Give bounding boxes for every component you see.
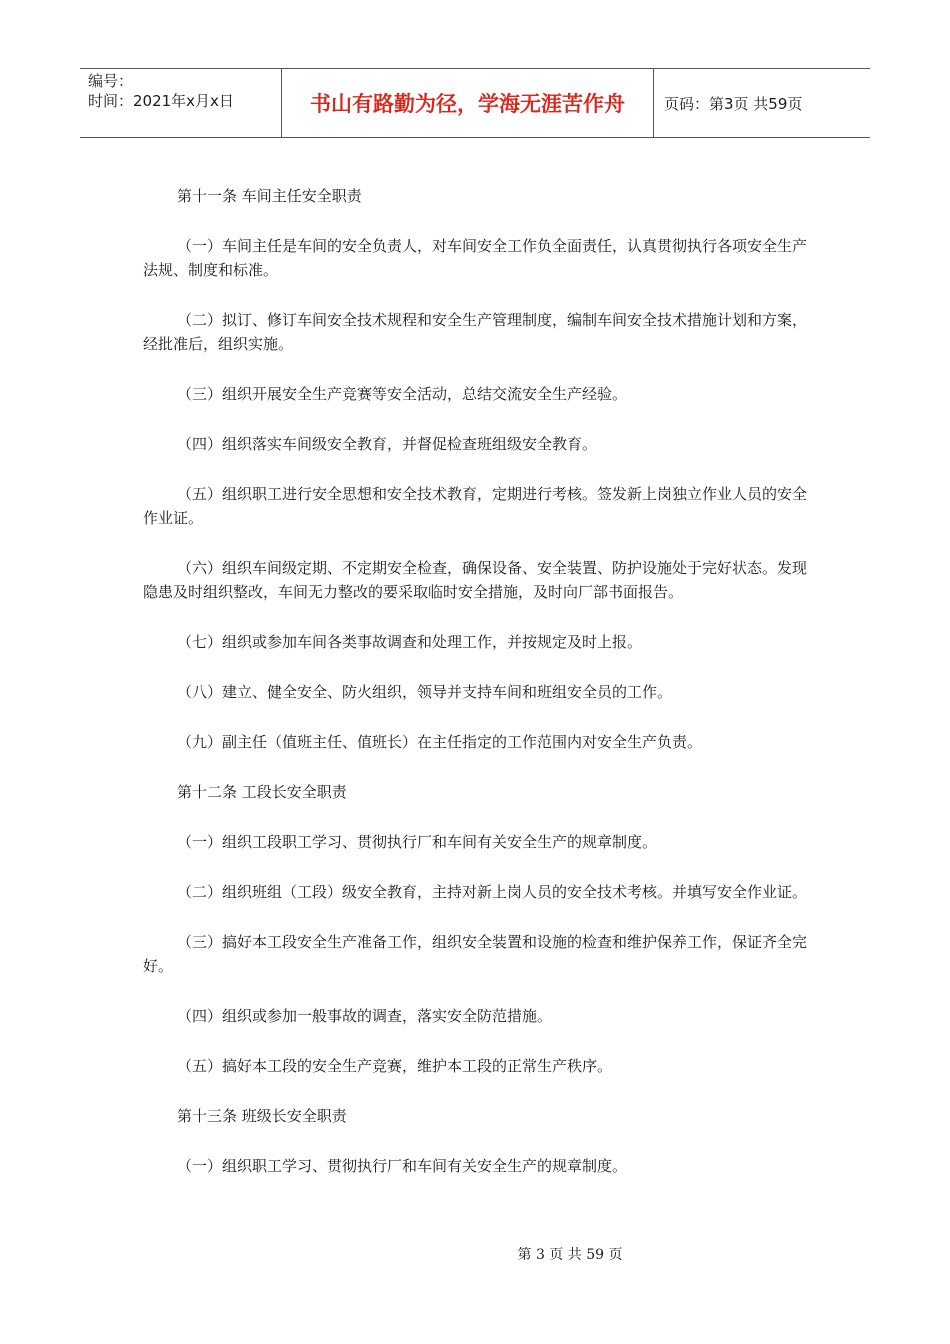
paragraph: （七）组织或参加车间各类事故调查和处理工作，并按规定及时上报。 (177, 633, 643, 651)
section-heading: 第十一条 车间主任安全职责 (177, 187, 362, 205)
document-number-label: 编号： (88, 72, 134, 90)
paragraph: （三）搞好本工段安全生产准备工作，组织安全装置和设施的检查和维护保养工作，保证齐全完好。 (143, 933, 808, 975)
section-heading: 第十三条 班级长安全职责 (177, 1107, 347, 1125)
paragraph: （九）副主任（值班主任、值班长）在主任指定的工作范围内对安全生产负责。 (177, 733, 703, 751)
paragraph: （四）组织落实车间级安全教育，并督促检查班组级安全教育。 (177, 435, 598, 453)
paragraph: （三）组织开展安全生产竞赛等安全活动，总结交流安全生产经验。 (177, 385, 628, 403)
paragraph: （五）搞好本工段的安全生产竞赛，维护本工段的正常生产秩序。 (177, 1057, 613, 1075)
paragraph: （六）组织车间级定期、不定期安全检查，确保设备、安全装置、防护设施处于完好状态。发现隐患及时组织整改，车间无力整改的要采取临时安全措施，及时向厂部书面报告。 (143, 559, 808, 601)
paragraph: （四）组织或参加一般事故的调查，落实安全防范措施。 (177, 1007, 553, 1025)
paragraph: （一）组织职工学习、贯彻执行厂和车间有关安全生产的规章制度。 (177, 1157, 628, 1175)
header-motto: 书山有路勤为径，学海无涯苦作舟 (282, 69, 654, 137)
document-date-label: 时间：2021年x月x日 (88, 92, 234, 110)
paragraph: （五）组织职工进行安全思想和安全技术教育，定期进行考核。签发新上岗独立作业人员的安全作业证。 (143, 485, 808, 527)
paragraph: （二）拟订、修订车间安全技术规程和安全生产管理制度，编制车间安全技术措施计划和方案，经批准后，组织实施。 (143, 311, 808, 353)
header-page-number: 页码：第3页 共59页 (664, 94, 803, 113)
section-heading: 第十二条 工段长安全职责 (177, 783, 347, 801)
header-meta (80, 69, 282, 137)
paragraph: （八）建立、健全安全、防火组织，领导并支持车间和班组安全员的工作。 (177, 683, 673, 701)
paragraph: （二）组织班组（工段）级安全教育，主持对新上岗人员的安全技术考核。并填写安全作业证。 (177, 883, 808, 901)
paragraph: （一）车间主任是车间的安全负责人，对车间安全工作负全面责任，认真贯彻执行各项安全生产法规、制度和标准。 (143, 237, 808, 279)
document-body (143, 184, 808, 1204)
page-footer: 第 3 页 共 59 页 (517, 1247, 623, 1263)
paragraph: （一）组织工段职工学习、贯彻执行厂和车间有关安全生产的规章制度。 (177, 833, 658, 851)
page-header (80, 68, 870, 138)
